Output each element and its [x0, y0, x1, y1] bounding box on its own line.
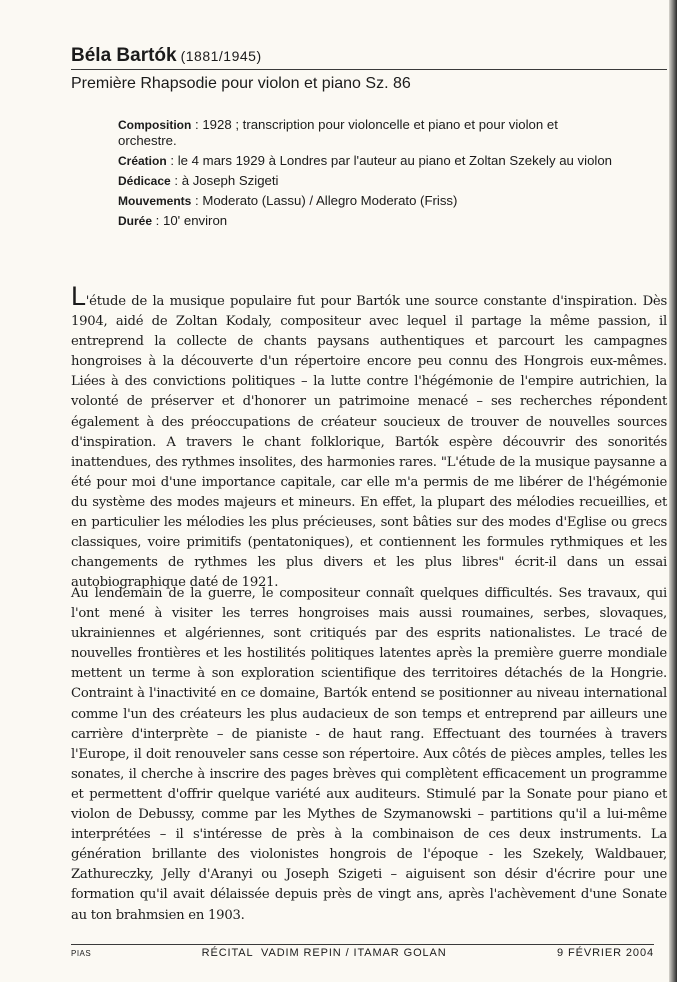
fact-separator: : — [170, 173, 182, 188]
fact-continuation: orchestre. — [118, 133, 177, 148]
fact-separator: : — [152, 213, 164, 228]
fact-label: Création — [118, 154, 167, 168]
paragraph-1-text: 'étude de la musique populaire fut pour Bartók une source constante d'inspiration. Dès 1904, aidé de Zoltan Kodaly, compositeur avec lequel il partage la même passion, il entreprend la collecte de chants paysans authentiques et parcourt les campagnes hongroises à la découverte d'un répertoire encore peu connu des Hongrois eux-mêmes. Liées à des convictions politiques – la lutte contre l'hégémonie de l'empire autrichien, la volonté de préserver et d'honorer un patrimoine menacé – ses recherches répondent également à des préoccupations de créateur soucieux de trouver de nouvelles sources d'inspiration. A travers le chant folklorique, Bartók espère découvrir des sonorités inattendues, des rythmes insolites, des harmonies rares. "L'étude de la musique paysanne a été pour moi d'une importance capitale, car elle m'a permis de me libérer de l'hégémonie du système des modes majeurs et mineurs. En effet, la plupart des mélodies recueillies, et en particulier les mélodies les plus précieuses, sont bâties sur des modes d'Eglise ou grecs classiques, voire primitifs (pentatoniques), et contiennent les formules rythmiques et les changements de rythmes les plus divers et les plus libres" écrit-il dans un essai autobiographique daté de 1921. — [71, 294, 667, 591]
fact-text: Moderato (Lassu) / Allegro Moderato (Friss) — [202, 193, 458, 208]
fact-text: à Joseph Szigeti — [181, 173, 279, 188]
fact-label: Composition — [118, 118, 192, 132]
fact-separator: : — [191, 193, 203, 208]
fact-duree — [118, 213, 638, 229]
fact-label: Dédicace — [118, 174, 171, 188]
footer — [71, 944, 654, 959]
footer-rule — [71, 944, 654, 945]
page-edge-shadow — [669, 0, 677, 982]
composer-name: Béla Bartók — [71, 45, 177, 66]
paragraph-2: Au lendemain de la guerre, le compositeur connaît quelques difficultés. Ses travaux, qui l'ont mené à visiter les terres hongroises mais aussi roumaines, serbes, slovaques, ukrainiennes et algériennes, sont critiqués par des esprits nationalistes. Le tracé de nouvelles frontières et les hostilités politiques latentes après la première guerre mondiale mettent un terme à son exploration scientifique des territoires détachés de la Hongrie. Contraint à l'inactivité en ce domaine, Bartók entend se positionner au niveau international comme l'un des créateurs les plus audacieux de son temps et entreprend par ailleurs une carrière d'interprète – de pianiste - de haut rang. Effectuant des tournées à travers l'Europe, il doit renouveler sans cesse son répertoire. Aux côtés de pièces amples, telles les sonates, il cherche à inscrire des pages brèves qui complètent efficacement un programme et permettent d'offrir quelque variété aux auditeurs. Stimulé par la Sonate pour piano et violon de Debussy, comme par les Mythes de Szymanowski – partitions qu'il a lui-même interprétées – il s'intéresse de près à la combinaison de ces deux instruments. La génération brillante des violonistes hongrois de l'époque - les Szekely, Waldbauer, Zathureczky, Jelly d'Aranyi ou Joseph Szigeti – aiguisent son désir d'écrire pour une formation qu'il avait délaissée depuis près de vingt ans, après l'achèvement d'une Sonate au ton brahmsien en 1903. — [71, 586, 667, 923]
composer-years: (1881/1945) — [180, 48, 262, 64]
header-rule — [71, 69, 667, 70]
fact-separator: : — [191, 117, 203, 132]
footer-date: 9 FÉVRIER 2004 — [557, 947, 654, 959]
footer-event: RÉCITAL VADIM REPIN / ITAMAR GOLAN — [201, 947, 447, 959]
fact-mouvements — [118, 193, 638, 209]
fact-dedicace — [118, 173, 638, 189]
fact-separator: : — [166, 153, 178, 168]
drop-cap: L — [71, 281, 86, 311]
footer-row — [71, 947, 654, 959]
header — [71, 44, 667, 95]
fact-text: 10' environ — [163, 213, 228, 228]
fact-text: 1928 ; transcription pour violoncelle et piano et pour violon et — [202, 117, 558, 132]
fact-text: le 4 mars 1929 à Londres par l'auteur au piano et Zoltan Szekely au violon — [177, 153, 612, 168]
fact-label: Mouvements — [118, 194, 192, 208]
fact-label: Durée — [118, 214, 153, 228]
work-facts — [118, 117, 638, 233]
footer-publisher: PIAS — [71, 949, 92, 958]
fact-composition — [118, 117, 638, 149]
work-title: Première Rhapsodie pour violon et piano Sz. 86 — [71, 75, 411, 92]
composer-line — [71, 44, 667, 68]
paragraph-1 — [71, 281, 667, 593]
fact-creation — [118, 153, 638, 169]
